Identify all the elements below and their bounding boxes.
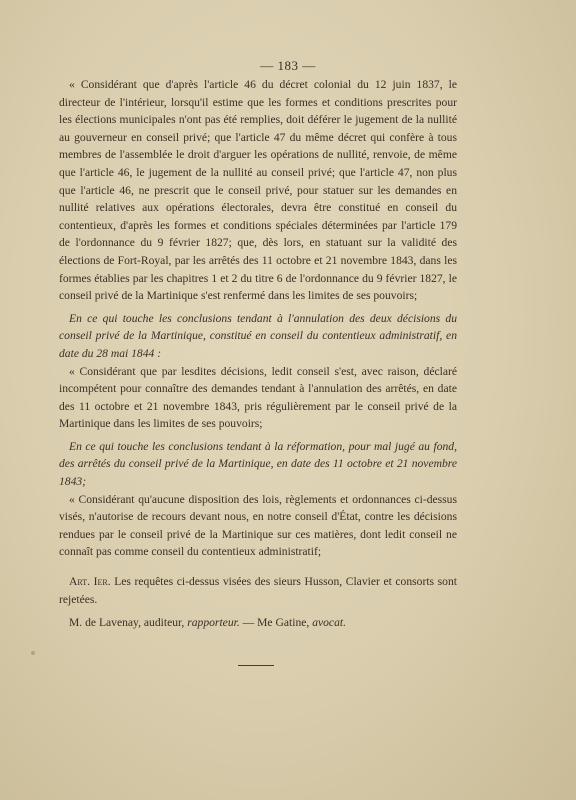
document-body	[59, 76, 457, 632]
paragraph-considerant-1: « Considérant que d'après l'article 46 du décret colonial du 12 juin 1837, le directeur de l'intérieur, lorsqu'il estime que les formes et conditions prescrites pour les élections municipales n'ont pas été remplies, doit déférer le jugement de la nullité au gouverneur en conseil privé; que l'article 47 du même décret qui confère à tous membres de l'assemblée le droit d'arguer les opérations de nullité, renvoie, de même que l'article 46, le jugement de la nullité au conseil privé; que l'article 47, non plus que l'article 46, ne prescrit que le conseil privé, pour statuer sur les demandes en nullité relatives aux opérations électorales, devra être constitué en conseil du contentieux, d'après les formes et conditions spéciales déterminées par l'article 179 de l'ordonnance du 9 février 1827; que, dès lors, en statuant sur la validité des élections de Fort-Royal, par les arrêtés des 11 octobre et 21 novembre 1843, dans les formes établies par les chapitres 1 et 2 du titre 6 de l'ordonnance du 9 février 1827, le conseil privé de la Martinique s'est renfermé dans les limites de ses pouvoirs;	[59, 78, 457, 303]
signature-role-avocat: avocat.	[312, 616, 346, 630]
paragraph-article-1	[59, 573, 457, 608]
article-label: Art. Ier.	[69, 575, 111, 589]
paragraph-heading-annulation: En ce qui touche les conclusions tendant à l'annulation des deux décisions du conseil privé de la Martinique, constitué en conseil du contentieux administratif, en date du 28 mai 1844 :	[59, 311, 457, 360]
paragraph-heading-reformation: En ce qui touche les conclusions tendant à la réformation, pour mal jugé au fond, des arrêtés du conseil privé de la Martinique, en date des 11 octobre et 21 novembre 1843;	[59, 439, 457, 489]
paragraph-signature	[59, 614, 457, 632]
article-text: Les requêtes ci-dessus visées des sieurs Husson, Clavier et consorts sont rejetées.	[59, 575, 457, 606]
page-number: — 183 —	[260, 58, 316, 73]
signature-role: rapporteur.	[187, 616, 240, 630]
signature-separator: — Me Gatine,	[239, 616, 310, 630]
paragraph-considerant-3: « Considérant qu'aucune disposition des lois, règlements et ordonnances ci-dessus visés, n'autorise de recours devant nous, en notre conseil d'État, contre les décisions rendues par le conseil privé de la Martinique sur ces matières, dont ledit conseil ne connaît pas comme conseil du contentieux administratif;	[59, 492, 457, 559]
closing-rule	[238, 665, 274, 666]
signature-name: M. de Lavenay, auditeur,	[69, 616, 185, 630]
margin-mark	[31, 651, 35, 655]
paragraph-considerant-2: « Considérant que par lesdites décisions, ledit conseil s'est, avec raison, déclaré incompétent pour connaître des demandes tendant à l'annulation des arrêtés, en date des 11 octobre et 21 novembre 1843, pris régulièrement par le conseil privé de la Martinique dans les limites de ses pouvoirs;	[59, 364, 457, 431]
